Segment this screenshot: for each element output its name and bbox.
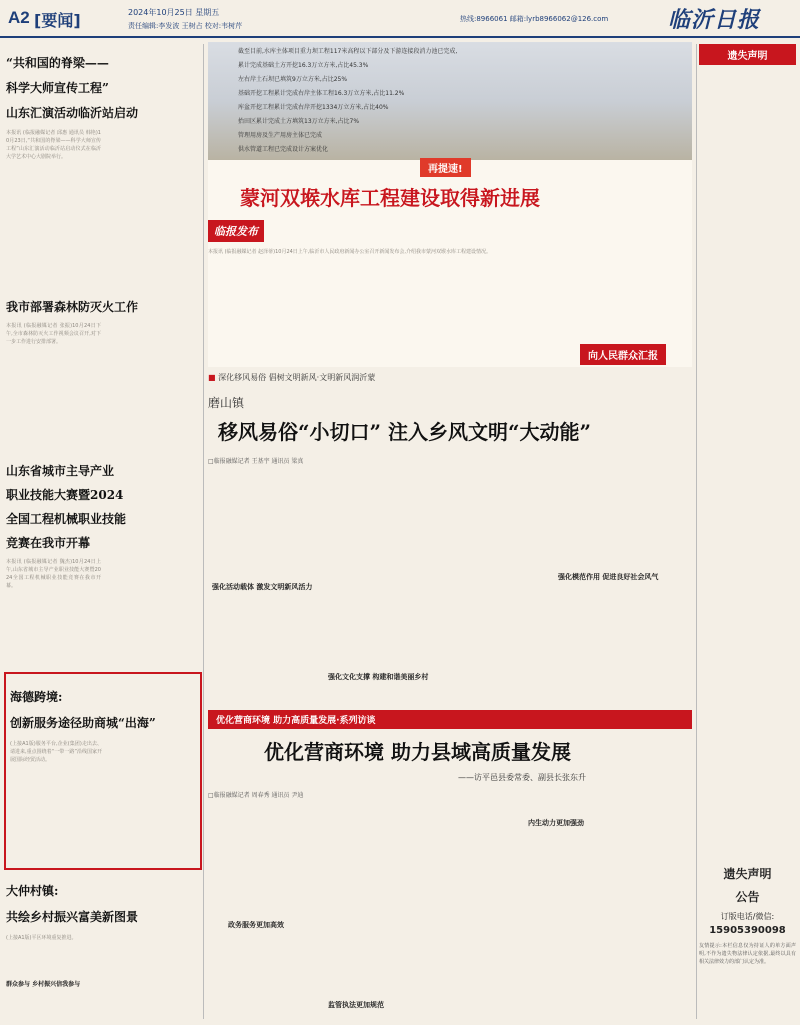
middle-town: 磨山镇: [208, 396, 245, 410]
info-item: 左右岸土石坝已填筑9万立方米,占比25%: [238, 76, 348, 83]
left-column: [6, 44, 200, 1019]
article4-lead: (上接A1版)服务平台,企业(集团)走出去、请进来,重点围绕着“一带一路”沿线国家开展国际经贸活动。: [10, 741, 102, 763]
article3-title-3: 全国工程机械职业技能: [6, 512, 127, 526]
article3-title-2: 职业技能大赛暨2024: [6, 488, 124, 502]
info-item: 截至目前,水库主体项目重力坝工程117米高程以下部分及下游连接段消力池已完成,: [238, 48, 458, 55]
editors: 责任编辑:李发波 王树占 校对:韦树芹: [128, 22, 243, 30]
kicker-marker: ■: [208, 373, 216, 382]
bottom-kicker: 优化营商环境 助力高质量发展·系列访谈: [208, 710, 692, 729]
notice-list: [699, 69, 796, 859]
middle-kicker-row: [208, 372, 692, 383]
article2-lead: 本报讯 (临报融媒记者 张振)10月24日下午,全市森林防灭火工作视频会议召开,对下一步工作进行安排部署。: [6, 323, 101, 345]
right-rule: [696, 44, 697, 1019]
article5-lead: (上接A1版)平区环境重复推进。: [6, 935, 77, 941]
middle-sub3: 强化模范作用 促进良好社会风气: [558, 573, 659, 581]
feature-banner: 向人民群众汇报: [580, 344, 666, 365]
col1-rule: [203, 44, 204, 1019]
issue-date: 2024年10月25日 星期五: [128, 8, 220, 17]
notice-header: 遗失声明: [699, 44, 796, 65]
feature-lead: 本报讯 (临报融媒记者 赵泽蒂)10月24日上午,临沂市人民政府新闻办公室召开新闻发布会,介绍我市蒙河双堠水库工程建设情况。: [208, 249, 491, 255]
masthead: [0, 0, 800, 38]
info-item: 基础开挖工程累计完成右岸主体工程16.3万立方米,占比11.2%: [238, 90, 405, 97]
bottom-sub2: 监管执法更加规范: [328, 1001, 384, 1009]
article1-lead: 本报讯 (临报融媒记者 邱惠 通讯员 韩艳)10月23日,“共和国的脊梁——科学大师宣传工程”山东汇演活动临沂站启动仪式在临沂大学艺术中心大剧院举行。: [6, 130, 101, 160]
middle-kicker: 深化移风易俗 倡树文明新风·文明新风润沂蒙: [218, 373, 376, 382]
feature-info-list: [238, 46, 658, 153]
top-feature: [208, 42, 692, 367]
info-item: 累计完成基础土方开挖16.3万立方米,占比45.3%: [238, 62, 369, 69]
order-label: 订版电话/微信:: [720, 912, 775, 921]
article5-title-2: 共绘乡村振兴富美新图景: [6, 910, 139, 924]
bottom-article: [208, 710, 692, 1019]
bottom-subline: ——访平邑县委常委、副县长张东升: [458, 773, 586, 782]
article1-title-3: 山东汇演活动临沂站启动: [6, 106, 139, 120]
middle-article: [208, 372, 692, 707]
middle-sub2: 强化文化支撑 构建和谐美丽乡村: [328, 673, 429, 681]
bottom-body: [208, 802, 692, 1012]
feature-tag: 再提速!: [420, 158, 471, 177]
info-item: 管理用房及生产用房主体已完成: [238, 132, 323, 139]
page-code: A2: [8, 8, 30, 27]
middle-byline: □临报融媒记者 王基宇 通讯员 梁真: [208, 458, 304, 465]
hotline: 热线:8966061 邮箱:lyrb8966062@126.com: [460, 15, 609, 23]
article5-sub: 群众参与 乡村振兴信我参与: [6, 981, 81, 988]
notice-footer-title-1: 遗失声明: [723, 867, 772, 881]
notice-footer-title-2: 公告: [735, 890, 760, 904]
feature-headline: 蒙河双堠水库工程建设取得新进展: [240, 186, 540, 210]
middle-sub1: 强化活动载体 激发文明新风活力: [212, 583, 313, 591]
article1-title-2: 科学大师宣传工程”: [6, 81, 109, 95]
article3-title-4: 竞赛在我市开幕: [6, 536, 91, 550]
article4-title-1: 海德跨境:: [10, 690, 63, 704]
info-item: 供水管道工程已完成设计方案优化: [238, 146, 329, 153]
order-phone: 15905390098: [709, 925, 786, 936]
section-label: [要闻]: [34, 11, 81, 30]
info-item: 库盆开挖工程累计完成右岸开挖1334万立方米,占比40%: [238, 104, 389, 111]
middle-headline: 移风易俗“小切口” 注入乡风文明“大动能”: [218, 420, 591, 444]
article4-box: [4, 672, 202, 870]
release-logo: 临报发布: [208, 220, 264, 242]
article3-lead: 本报讯 (临报融媒记者 魏杰)10月24日上午,山东省城市主导产业职业技能大赛暨2024全国工程机械职业技能竞赛在我市开幕。: [6, 559, 101, 589]
article5-title-1: 大仲村镇:: [6, 884, 59, 898]
info-item: 抬田区累计完成土方填筑13万立方米,占比7%: [238, 118, 360, 125]
disclaimer: 友情提示:本栏信息仅为持证人的单方面声明,不作为遗失物法律认定依据,最终以具有相关法律效力的部门认定为准。: [699, 943, 796, 965]
article3-title-1: 山东省城市主导产业: [6, 464, 115, 478]
newspaper-logo: 临沂日报: [668, 7, 761, 33]
article2-title: 我市部署森林防灭火工作: [6, 300, 139, 314]
article1-title-1: “共和国的脊梁——: [6, 56, 109, 70]
bottom-byline: □临报融媒记者 周春秀 通讯员 尹迪: [208, 792, 304, 799]
article4-title-2: 创新服务途径助商城“出海”: [10, 716, 156, 730]
bottom-sub3: 内生动力更加强劲: [528, 819, 584, 827]
right-column: [699, 44, 796, 1019]
bottom-headline: 优化营商环境 助力县域高质量发展: [264, 740, 571, 764]
bottom-sub1: 政务服务更加高效: [228, 921, 284, 929]
